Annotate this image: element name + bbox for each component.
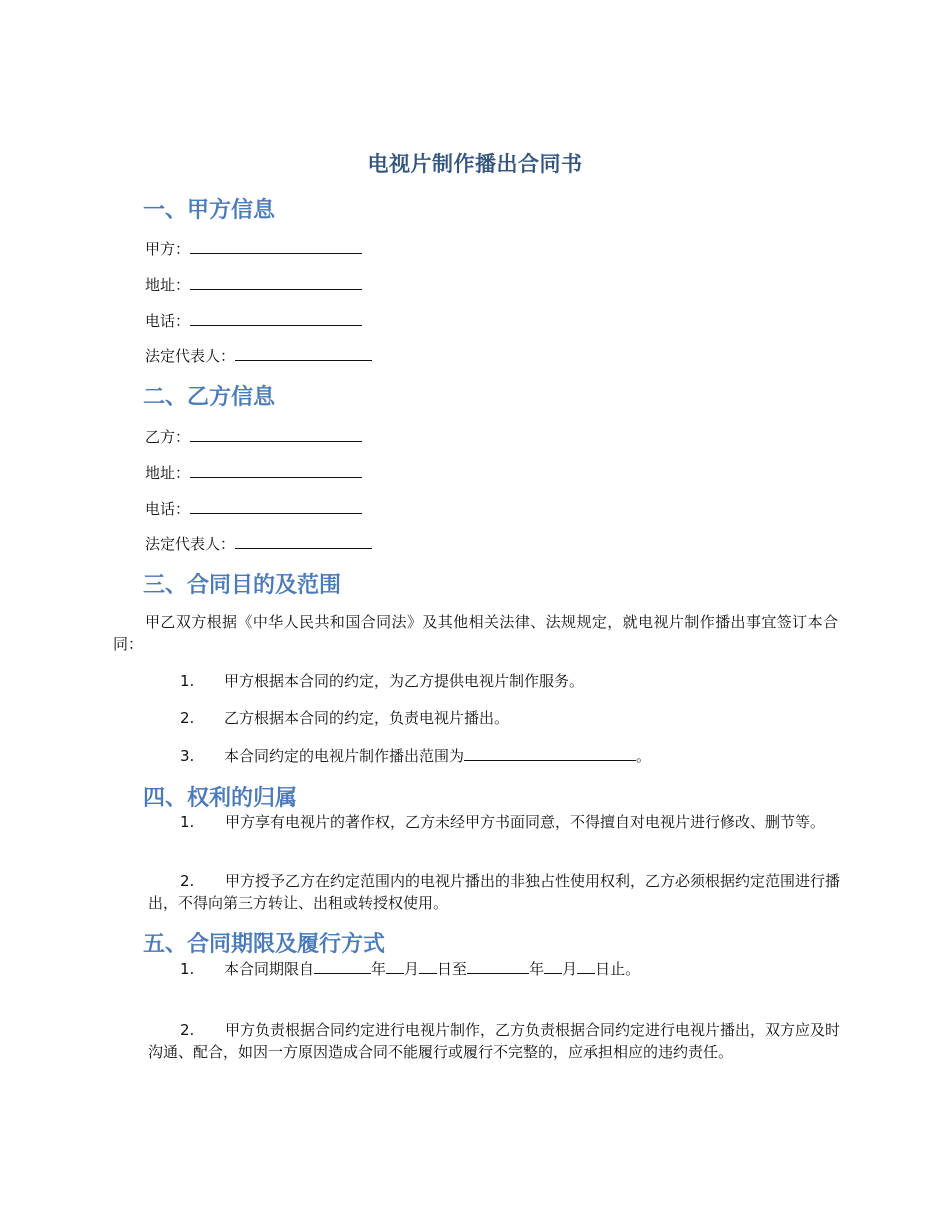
field-label: 甲方： bbox=[145, 240, 191, 258]
fill-blank bbox=[419, 958, 437, 974]
fill-blank bbox=[190, 426, 362, 442]
fill-blank bbox=[235, 345, 372, 361]
fill-blank bbox=[464, 745, 636, 761]
party-b-rep-field bbox=[145, 533, 372, 554]
fill-blank bbox=[190, 498, 362, 514]
fill-blank bbox=[544, 958, 562, 974]
field-label: 电话： bbox=[145, 500, 191, 518]
document-title: 电视片制作播出合同书 bbox=[367, 152, 583, 176]
list-item bbox=[148, 870, 840, 914]
section-heading-party-a: 一、甲方信息 bbox=[143, 198, 276, 223]
list-number: 3. bbox=[180, 747, 195, 765]
party-a-phone-field bbox=[145, 310, 362, 331]
list-number: 1. bbox=[180, 672, 195, 690]
list-text bbox=[224, 958, 640, 980]
field-label: 法定代表人： bbox=[145, 535, 236, 553]
fill-blank bbox=[235, 533, 372, 549]
term-year-label: 年 bbox=[371, 960, 387, 978]
term-year-label: 年 bbox=[529, 960, 545, 978]
fill-blank bbox=[190, 310, 362, 326]
list-item bbox=[148, 1019, 840, 1063]
fill-blank bbox=[577, 958, 595, 974]
term-month-label: 月 bbox=[404, 960, 420, 978]
term-month-label: 月 bbox=[562, 960, 578, 978]
field-label: 电话： bbox=[145, 312, 191, 330]
section-heading-purpose-scope: 三、合同目的及范围 bbox=[143, 573, 342, 598]
scope-text-before: 本合同约定的电视片制作播出范围为 bbox=[224, 747, 465, 765]
fill-blank bbox=[386, 958, 404, 974]
list-number: 2. bbox=[180, 1021, 195, 1039]
term-day-end-label: 日止。 bbox=[595, 960, 641, 978]
term-day-to-label: 日至 bbox=[437, 960, 468, 978]
list-number: 2. bbox=[180, 709, 195, 727]
section-heading-term-performance: 五、合同期限及履行方式 bbox=[143, 932, 386, 957]
fill-blank bbox=[190, 274, 362, 290]
list-text: 甲方负责根据合同约定进行电视片制作，乙方负责根据合同约定进行电视片播出，双方应及时沟通、配合，如因一方原因造成合同不能履行或履行不完整的，应承担相应的违约责任。 bbox=[148, 1021, 841, 1061]
fill-blank bbox=[190, 462, 362, 478]
party-b-address-field bbox=[145, 462, 362, 483]
list-text: 甲方根据本合同的约定，为乙方提供电视片制作服务。 bbox=[224, 672, 585, 690]
party-a-name-field bbox=[145, 238, 362, 259]
term-text-start: 本合同期限自 bbox=[224, 960, 315, 978]
section-heading-party-b: 二、乙方信息 bbox=[143, 385, 276, 410]
section-heading-rights: 四、权利的归属 bbox=[143, 786, 298, 811]
list-text: 甲方享有电视片的著作权，乙方未经甲方书面同意，不得擅自对电视片进行修改、删节等。 bbox=[225, 813, 826, 831]
fill-blank bbox=[190, 238, 362, 254]
list-number: 1. bbox=[180, 960, 195, 978]
list-text bbox=[224, 745, 651, 767]
field-label: 乙方： bbox=[145, 428, 191, 446]
field-label: 地址： bbox=[145, 276, 191, 294]
party-a-rep-field bbox=[145, 345, 372, 366]
list-text: 甲方授予乙方在约定范围内的电视片播出的非独占性使用权利，乙方必须根据约定范围进行播出，不得向第三方转让、出租或转授权使用。 bbox=[148, 872, 841, 912]
fill-blank bbox=[314, 958, 371, 974]
party-b-name-field bbox=[145, 426, 362, 447]
party-a-address-field bbox=[145, 274, 362, 295]
purpose-intro-paragraph: 甲乙双方根据《中华人民共和国合同法》及其他相关法律、法规规定，就电视片制作播出事宜签订本合同： bbox=[113, 613, 838, 653]
field-label: 法定代表人： bbox=[145, 347, 236, 365]
scope-text-after: 。 bbox=[636, 747, 652, 765]
list-number: 1. bbox=[180, 813, 195, 831]
list-number: 2. bbox=[180, 872, 195, 890]
fill-blank bbox=[467, 958, 529, 974]
field-label: 地址： bbox=[145, 464, 191, 482]
list-text: 乙方根据本合同的约定，负责电视片播出。 bbox=[224, 709, 510, 727]
list-item bbox=[148, 811, 840, 833]
party-b-phone-field bbox=[145, 498, 362, 519]
